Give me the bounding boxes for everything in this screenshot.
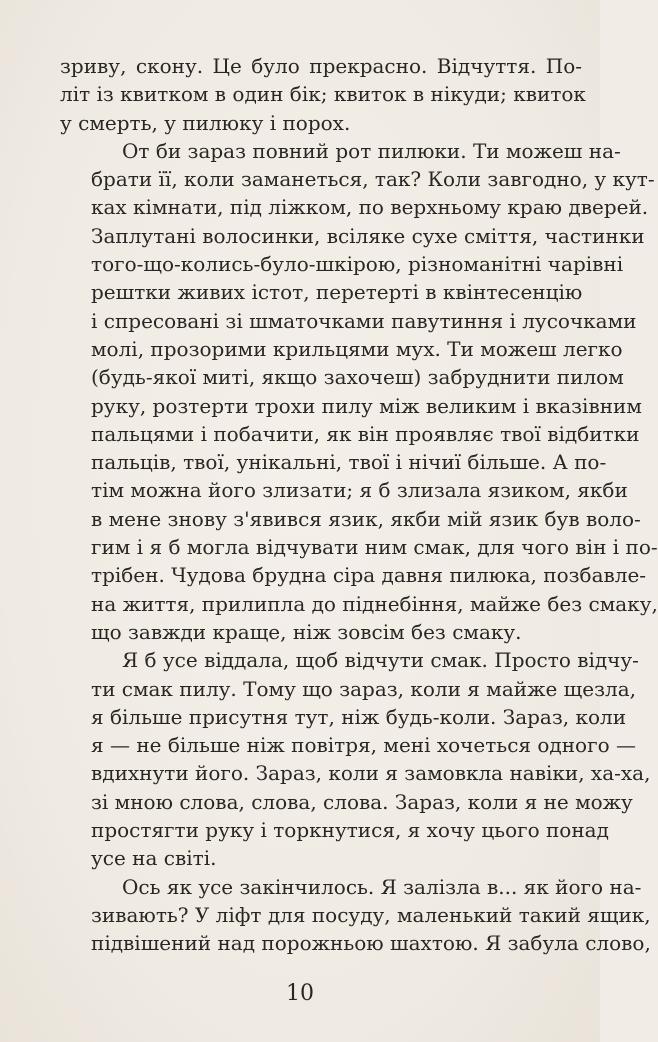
text-line: (будь-якої миті, якщо захочеш) забруднити пилом xyxy=(91,365,624,390)
text-line: пальцями і побачити, як він проявляє твої відбитки xyxy=(91,421,640,446)
page-number: 10 xyxy=(286,981,314,1006)
paragraph xyxy=(60,137,658,646)
text-line: брати її, коли заманеться, так? Коли завгодно, у кут- xyxy=(91,167,655,192)
text-line: і спресовані зі шматочками павутиння і лусочками xyxy=(91,308,637,333)
text-line: я більше присутня тут, ніж будь-коли. Зараз, коли xyxy=(91,704,627,729)
text-line: Я б усе віддала, щоб відчути смак. Просто відчу- xyxy=(122,648,639,673)
text-line: у смерть, у пилюку і порох. xyxy=(60,110,351,135)
text-line: того-що-колись-було-шкірою, різноманітні чарівні xyxy=(91,252,624,277)
text-line: трібен. Чудова брудна сіра давня пилюка, позбавле- xyxy=(91,563,647,588)
paragraph xyxy=(60,52,586,137)
text-line: гим і я б могла відчувати ним смак, для чого він і по- xyxy=(91,535,658,560)
text-line: в мене знову з'явився язик, якби мій язик був воло- xyxy=(91,506,641,531)
text-line: на життя, прилипла до піднебіння, майже без смаку, xyxy=(91,591,658,616)
text-line: тім можна його злизати; я б злизала язиком, якби xyxy=(91,478,628,503)
text-line: ках кімнати, під ліжком, по верхньому краю дверей. xyxy=(91,195,649,220)
text-line: зі мною слова, слова, слова. Зараз, коли я не можу xyxy=(91,789,633,814)
text-line: простягти руку і торкнутися, я хочу цього понад xyxy=(91,818,609,843)
text-line: що завжди краще, ніж зовсім без смаку. xyxy=(91,619,522,644)
text-line: От би зараз повний рот пилюки. Ти можеш на- xyxy=(122,138,621,163)
text-line: руку, розтерти трохи пилу між великим і вказівним xyxy=(91,393,642,418)
text-line: літ із квитком в один бік; квиток в нікуди; квиток xyxy=(60,82,586,107)
text-line: молі, прозорими крильцями мух. Ти можеш легко xyxy=(91,336,623,361)
paragraph xyxy=(60,873,651,958)
text-line: Заплутані волосинки, всіляке сухе сміття, частинки xyxy=(91,223,645,248)
text-line: Ось як усе закінчилось. Я залізла в... як його на- xyxy=(122,874,642,899)
text-line: зриву, скону. Це було прекрасно. Відчуття. По- xyxy=(60,54,582,78)
text-line: підвішений над порожньою шахтою. Я забула слово, xyxy=(91,931,651,956)
text-line: пальців, твої, унікальні, твої і нічиї більше. А по- xyxy=(91,450,607,475)
text-line: вдихнути його. Зараз, коли я замовкла навіки, ха-ха, xyxy=(91,761,651,786)
text-line: рештки живих істот, перетерті в квінтесенцію xyxy=(91,280,583,305)
text-line: зивають? У ліфт для посуду, маленький такий ящик, xyxy=(91,902,651,927)
paragraph xyxy=(60,646,651,872)
text-line: я — не більше ніж повітря, мені хочеться одного — xyxy=(91,733,636,758)
text-line: усе на світі. xyxy=(91,846,217,871)
body-text xyxy=(60,52,658,958)
text-line: ти смак пилу. Тому що зараз, коли я майже щезла, xyxy=(91,676,637,701)
